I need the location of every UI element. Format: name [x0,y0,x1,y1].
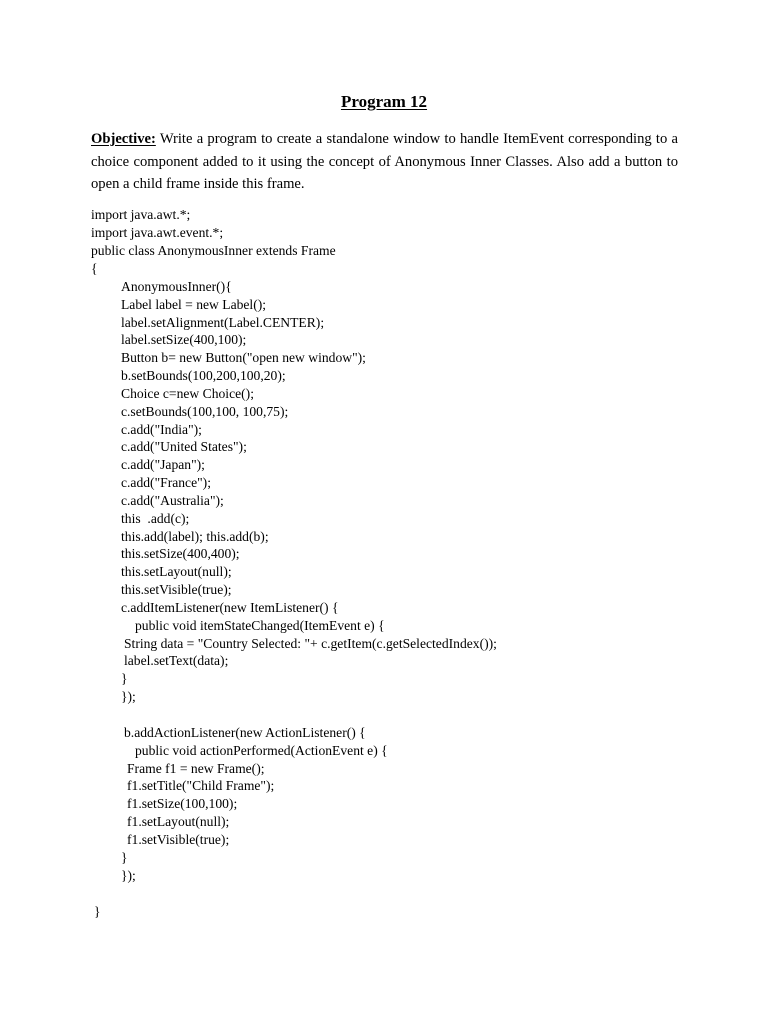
code-line: } [94,904,101,919]
code-line: Button b= new Button("open new window"); [121,350,366,365]
code-line: label.setText(data); [124,653,229,668]
code-line: c.add("United States"); [121,439,247,454]
code-line: public void actionPerformed(ActionEvent e) { [135,743,388,758]
code-line: }); [121,868,136,883]
code-line: this.setVisible(true); [121,582,232,597]
code-line: import java.awt.event.*; [91,225,224,240]
code-line: c.add("India"); [121,422,202,437]
code-line: AnonymousInner(){ [121,279,232,294]
code-line: public class AnonymousInner extends Frame [91,243,336,258]
code-line: c.addItemListener(new ItemListener() { [121,600,339,615]
code-line: c.setBounds(100,100, 100,75); [121,404,289,419]
objective-paragraph [91,128,678,196]
code-line: this.setLayout(null); [121,564,232,579]
code-line: this.add(label); this.add(b); [121,529,269,544]
code-line: label.setAlignment(Label.CENTER); [121,315,325,330]
code-line: c.add("France"); [121,475,211,490]
code-line: b.addActionListener(new ActionListener() { [124,725,366,740]
code-line: Label label = new Label(); [121,297,267,312]
code-line: Frame f1 = new Frame(); [127,761,265,776]
code-line: { [91,261,98,276]
code-line: public void itemStateChanged(ItemEvent e) { [135,618,385,633]
code-line: c.add("Japan"); [121,457,205,472]
code-line: String data = "Country Selected: "+ c.getItem(c.getSelectedIndex()); [124,636,497,651]
objective-text: Write a program to create a standalone window to handle ItemEvent corresponding to a choice component added to it using the concept of Anonymous Inner Classes. Also add a button to open a child frame inside this frame. [91,131,678,192]
code-line: }); [121,689,136,704]
code-line: b.setBounds(100,200,100,20); [121,368,286,383]
code-line: f1.setVisible(true); [127,832,230,847]
objective-label: Objective: [91,131,156,147]
code-line: f1.setLayout(null); [127,814,230,829]
page-title: Program 12 [340,92,428,111]
code-line: this.setSize(400,400); [121,546,240,561]
code-line: } [121,850,128,865]
code-line: this .add(c); [121,511,190,526]
code-line: label.setSize(400,100); [121,332,247,347]
code-line: f1.setTitle("Child Frame"); [127,778,275,793]
code-line: f1.setSize(100,100); [127,796,238,811]
code-line: } [121,671,128,686]
code-line: Choice c=new Choice(); [121,386,254,401]
code-line: import java.awt.*; [91,207,191,222]
code-line: c.add("Australia"); [121,493,224,508]
